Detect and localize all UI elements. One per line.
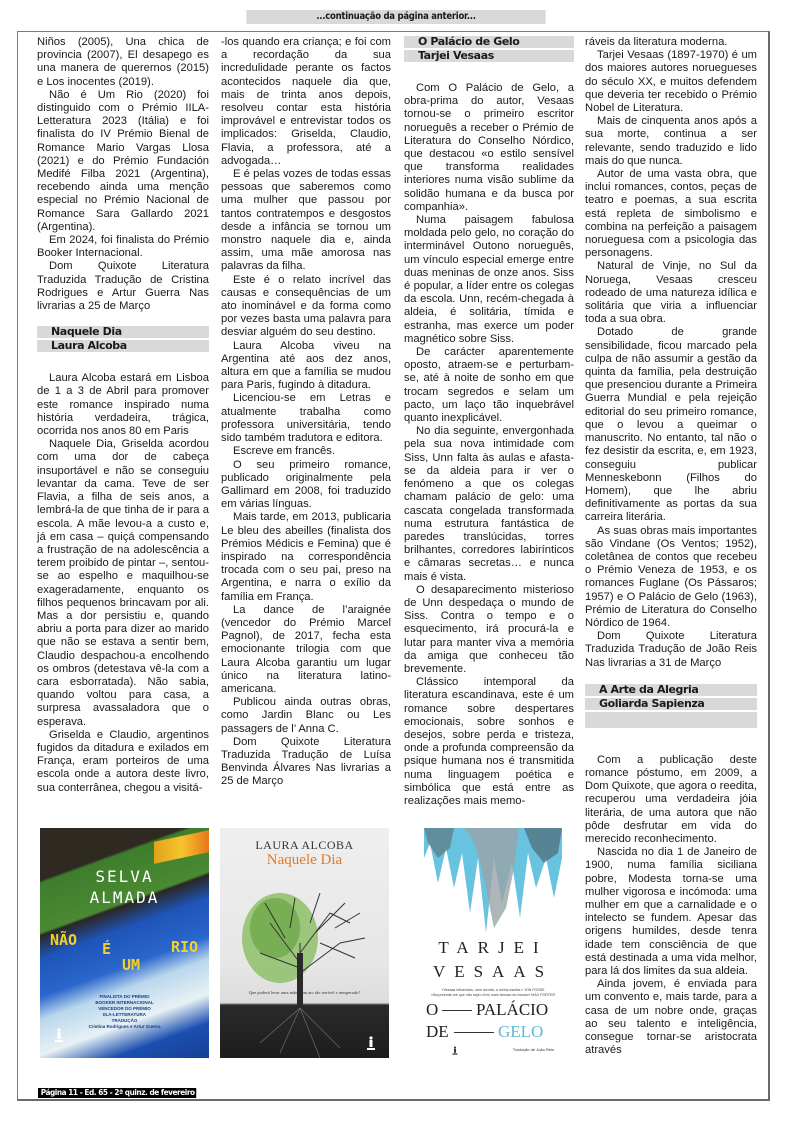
- publisher-logo-icon: [54, 1028, 64, 1044]
- paragraph: Publicou ainda outras obras, como Jardin Blanc ou Les passagers de l’ Anna C.: [221, 696, 391, 735]
- cover-translator: Tradução de João Reis: [512, 1047, 554, 1052]
- article-title: Naquele Dia: [37, 326, 209, 338]
- continuation-banner: ...continuação da página anterior...: [246, 10, 545, 24]
- article-author: Laura Alcoba: [37, 340, 209, 352]
- icicles-illustration-icon: [424, 828, 562, 933]
- paragraph: Tarjei Vesaas (1897-1970) é um dos maiores autores noruegueses do século XX, e muitos defendem que deveria ter recebido o Prémio Nobel de Literatura.: [585, 49, 757, 115]
- book-cover-palacio-de-gelo: [424, 828, 562, 1058]
- paragraph: Nascida no dia 1 de Janeiro de 1900, numa família siciliana pobre, Modesta torna-se uma mulher vigorosa e incómoda: uma mulher em que a carnalidade e o intelecto se fundem. Apesar das origens humildes, desde tenra idade tem consciência de que está destinada a uma vida melhor, para lá dos limites da sua aldeia.: [585, 846, 757, 977]
- cover-tagline: Que poderá levar uma mãe a um ato tão terrível e inesperado?: [248, 990, 361, 995]
- paragraph: Mais tarde, em 2013, publicaria Le bleu des abeilles (finalista dos Prémios Médicis e Femina) que é inspirado na correspondência trocada com o seu pai, preso na Argentina, e narra o exílio da família em França.: [221, 511, 391, 603]
- cover-author: VESAAS: [432, 962, 554, 981]
- paragraph: O seu primeiro romance, publicado originalmente pela Gallimard em 2008, foi traduzido em várias línguas.: [221, 458, 391, 511]
- paragraph: Naquele Dia, Griselda acordou com uma dor de cabeça insuportável e não se conseguiu levantar da cama. Teve de ser Flavia, a filha de seis anos, a lembrá-la de que tinha de ir para a escola. A mãe levou-a a custo e, já em casa – quiçá compensando a frustração de na adolescência a terem proibido de pintar –, sentou-se ao espelho e maquilhou-se exageradamente, enquanto os filhos pequenos brincavam por ali. Mas a dor persistiu e, quando abriu a porta para dizer ao marido que não se estava a sentir bem, Claudio despachou-a encolhendo os ombros (detestava vê-la com a cara esborratada). Não sabia, quando voltou para casa, a surpresa avassaladora que o esperava.: [37, 438, 209, 728]
- paragraph: Clássico intemporal da literatura escandinava, este é um romance sobre despertares emocionais, sobre sonhos e desejos, sobre perda e tristeza, onde a profunda compreensão da psique humana nos é transmitida numa linguagem poética e simbólica que está entre as realizações mais memo-: [404, 676, 574, 807]
- column-3: [404, 36, 574, 808]
- paint-streak: [154, 830, 209, 864]
- cover-title-word: RIO: [171, 938, 199, 956]
- book-cover-naquele-dia: [220, 828, 389, 1058]
- paragraph: Natural de Vinje, no Sul da Noruega, Vesaas cresceu rodeado de uma natureza idílica e solitária que viria a influenciar toda a sua obra.: [585, 260, 757, 326]
- paragraph: Niños (2005), Una chica de provincia (2007), El desapego es una manera de querernos (2015) e Los inocentes (2019).: [37, 36, 209, 88]
- paragraph: Licenciou-se em Letras e atualmente trabalha como professora universitária, tendo sido também tradutora e editora.: [221, 392, 391, 445]
- paragraph: Com O Palácio de Gelo, a obra-prima do autor, Vesaas tornou-se o primeiro escritor norueguês a receber o Prémio de Literatura do Conselho Nórdico, que destacou «o estilo sensível que transforma realidades interiores numa visão sublime da solidão humana e da busca por companhia».: [404, 82, 574, 213]
- paragraph: Dotado de grande sensibilidade, ficou marcado pela culpa de não assumir a gestão da quinta da família, pela destruição que presenciou durante a Primeira Guerra Mundial e pela rejeição editorial do seu primeiro romance, que o levou a queimar o manuscrito. No entanto, tal não o fez desistir da escrita, e, em 1923, conseguiu publicar Menneskebonn (Filhos do Homem), que lhe abriu definitivamente as portas da sua carreira literária.: [585, 326, 757, 524]
- paragraph: Mais de cinquenta anos após a sua morte, continua a ser relevante, sendo traduzido e lido mais do que nunca.: [585, 115, 757, 167]
- paragraph: Autor de uma vasta obra, que inclui romances, contos, peças de teatro e poemas, a sua escrita está repleta de simbolismo e combina na perfeição a paisagem norueguesa com a psicologia das personagens.: [585, 168, 757, 260]
- paragraph: Dom Quixote Literatura Traduzida Tradução de Cristina Rodrigues e Artur Guerra Nas livrarias a 25 de Março: [37, 260, 209, 313]
- cover-author: LAURA ALCOBA: [255, 838, 354, 852]
- cover-title: Naquele Dia: [266, 852, 343, 868]
- paragraph: De carácter aparentemente oposto, atraem-se e perturbam-se, até à noite de sonho em que trocam segredos e selam um pacto, um laço tão inquebrável quanto inexplicável.: [404, 346, 574, 425]
- paragraph: O desaparecimento misterioso de Unn despedaça o mundo de Siss. Contra o tempo e o esquecimento, irá procurá-la e lutar para manter viva a memória da amiga que conheceu tão brevemente.: [404, 583, 574, 675]
- paragraph: Ainda jovem, é enviada para um convento e, mais tarde, para a casa de um nobre onde, graças ao seu talento e inteligência, consegue tornar-se aristocrata através: [585, 978, 757, 1057]
- publisher-logo-icon: [366, 1036, 376, 1052]
- paragraph: -los quando era criança; e foi com a recordação da sua incredulidade perante os factos acontecidos naquele dia que, mais de trinta anos depois, resolveu contar esta história improvável e entrevistar todos os implicados: Griselda, Claudio, Flavia, a professora, até a advogada…: [221, 36, 391, 167]
- article-author: Tarjei Vesaas: [404, 50, 574, 62]
- paragraph: Escreve em francês.: [233, 445, 335, 458]
- cover-author: TARJEI: [438, 938, 548, 957]
- cover-title-word: NÃO: [50, 931, 78, 949]
- tree-illustration-icon: [220, 883, 389, 1058]
- paragraph: ráveis da literatura moderna.: [585, 36, 728, 48]
- paragraph: Laura Alcoba viveu na Argentina até aos dez anos, altura em que a família se mudou para Paris, fugindo à ditadura.: [221, 339, 391, 392]
- article-title: A Arte da Alegria: [585, 684, 757, 696]
- paragraph: Não é Um Rio (2020) foi distinguido com o Prémio IILA-Letteratura 2023 (Itália) e foi finalista do IV Prémio Bienal de Romance Mario Vargas Llosa (2021) e do Prémio Fundación Medifé Filba 2021 (Argentina), recebendo ainda uma menção especial no Prémio Nacional de Romance Sara Gallardo 2021 (Argentina).: [37, 88, 209, 233]
- cover-title: O PALÁCIO DE GELO: [426, 1000, 549, 1041]
- paragraph: Este é o relato incrível das causas e consequências de um ato inominável e da forma como por vezes basta uma palavra para desviar alguém do seu destino.: [221, 273, 391, 339]
- cover-author: SELVA ALMADA: [89, 867, 160, 907]
- column-4: [585, 36, 757, 1057]
- publisher-logo-icon: [452, 1046, 458, 1056]
- column-2: [221, 36, 391, 789]
- paragraph: Laura Alcoba estará em Lisboa de 1 a 3 de Abril para promover este romance inspirado numa história verdadeira, trágica, ocorrida nos anos 80 em Paris: [37, 372, 209, 438]
- paragraph: No dia seguinte, envergonhada pela sua nova intimidade com Siss, Unn falta às aulas e afasta-se da aldeia para ir ver o fenómeno a que os colegas chamam palácio de gelo: uma cascata congelada transformada numa estrutura fantástica de paredes translúcidas, torres brilhantes, corredores labirínticos e câmaras secretas… e nunca mais é vista.: [404, 425, 574, 583]
- cover-quotes: «Vesaas influenciou, sem dúvida, a minha escrita.» JON FOSSE «Surpreende-me que não seja o livro mais famoso do mundo» MAX PORTER: [430, 988, 556, 997]
- column-1: [37, 36, 209, 795]
- paragraph: Numa paisagem fabulosa moldada pelo gelo, no coração do interminável Outono norueguês, um vínculo especial emerge entre duas meninas de onze anos. Siss é popular, a líder entre os colegas da escola. Unn, recém-chegada à aldeia, é solitária, tímida e estranha, mas exerce um poder magnético sobre Siss.: [404, 214, 574, 345]
- heading-spacer: [585, 712, 757, 728]
- article-heading-arte-alegria: [585, 684, 757, 728]
- paragraph: Griselda e Claudio, argentinos fugidos da ditadura e exilados em França, eram porteiros de uma escola onde a autora deste livro, sua conterrânea, chegou a visitá-: [37, 728, 209, 794]
- paragraph: As suas obras mais importantes são Vindane (Os Ventos; 1952), coletânea de contos que recebeu o Prémio Veneza de 1953, e os romances Fuglane (Os Pássaros; 1957) e O Palácio de Gelo (1963), Prémio de Literatura do Conselho Nórdico de 1964.: [585, 524, 757, 629]
- cover-title-word: É: [102, 940, 112, 958]
- page-footer-badge: Página 11 - Ed. 65 - 2ª quinz. de fevereiro 2025: [38, 1088, 196, 1098]
- paragraph: E é pelas vozes de todas essas pessoas que saberemos como uma mulher que passou por tantos contratempos e desgostos desde a infância se tornou um monstro naquele dia e, ainda assim, uma mãe amorosa nas palavras da filha.: [221, 168, 391, 273]
- paragraph: Dom Quixote Literatura Traduzida Tradução de João Reis Nas livrarias a 31 de Março: [585, 630, 757, 669]
- book-cover-nao-e-um-rio: [40, 828, 209, 1058]
- cover-blurb: FINALISTA DO PRÉMIO BOOKER INTERNACIONAL VENCEDOR DO PRÉMIO IILA-LETTERATURA TRADUÇÃO Cristina Rodrigues e Artur Guerra: [88, 994, 161, 1029]
- paragraph: Em 2024, foi finalista do Prémio Booker Internacional.: [37, 234, 209, 260]
- paragraph: Dom Quixote Literatura Traduzida Tradução de Luísa Benvinda Álvares Nas livrarias a 25 de Março: [221, 735, 391, 788]
- paragraph: La dance de l’araignée (vencedor do Prémio Marcel Pagnol), de 2017, fecha esta emocionante trilogia com que Laura Alcoba garantiu um lugar único na literatura latino-americana.: [221, 603, 391, 695]
- cover-title-word: UM: [122, 956, 141, 974]
- article-title: O Palácio de Gelo: [404, 36, 574, 48]
- article-author: Goliarda Sapienza: [585, 698, 757, 710]
- article-heading-naquele-dia: [37, 326, 209, 352]
- paragraph: Com a publicação deste romance póstumo, em 2009, a Dom Quixote, que agora o reedita, recuperou uma verdadeira jóia literária, de uma autora que não pôde desfrutar em vida do merecido reconhecimento.: [585, 753, 757, 845]
- article-heading-palacio-gelo: [404, 36, 574, 62]
